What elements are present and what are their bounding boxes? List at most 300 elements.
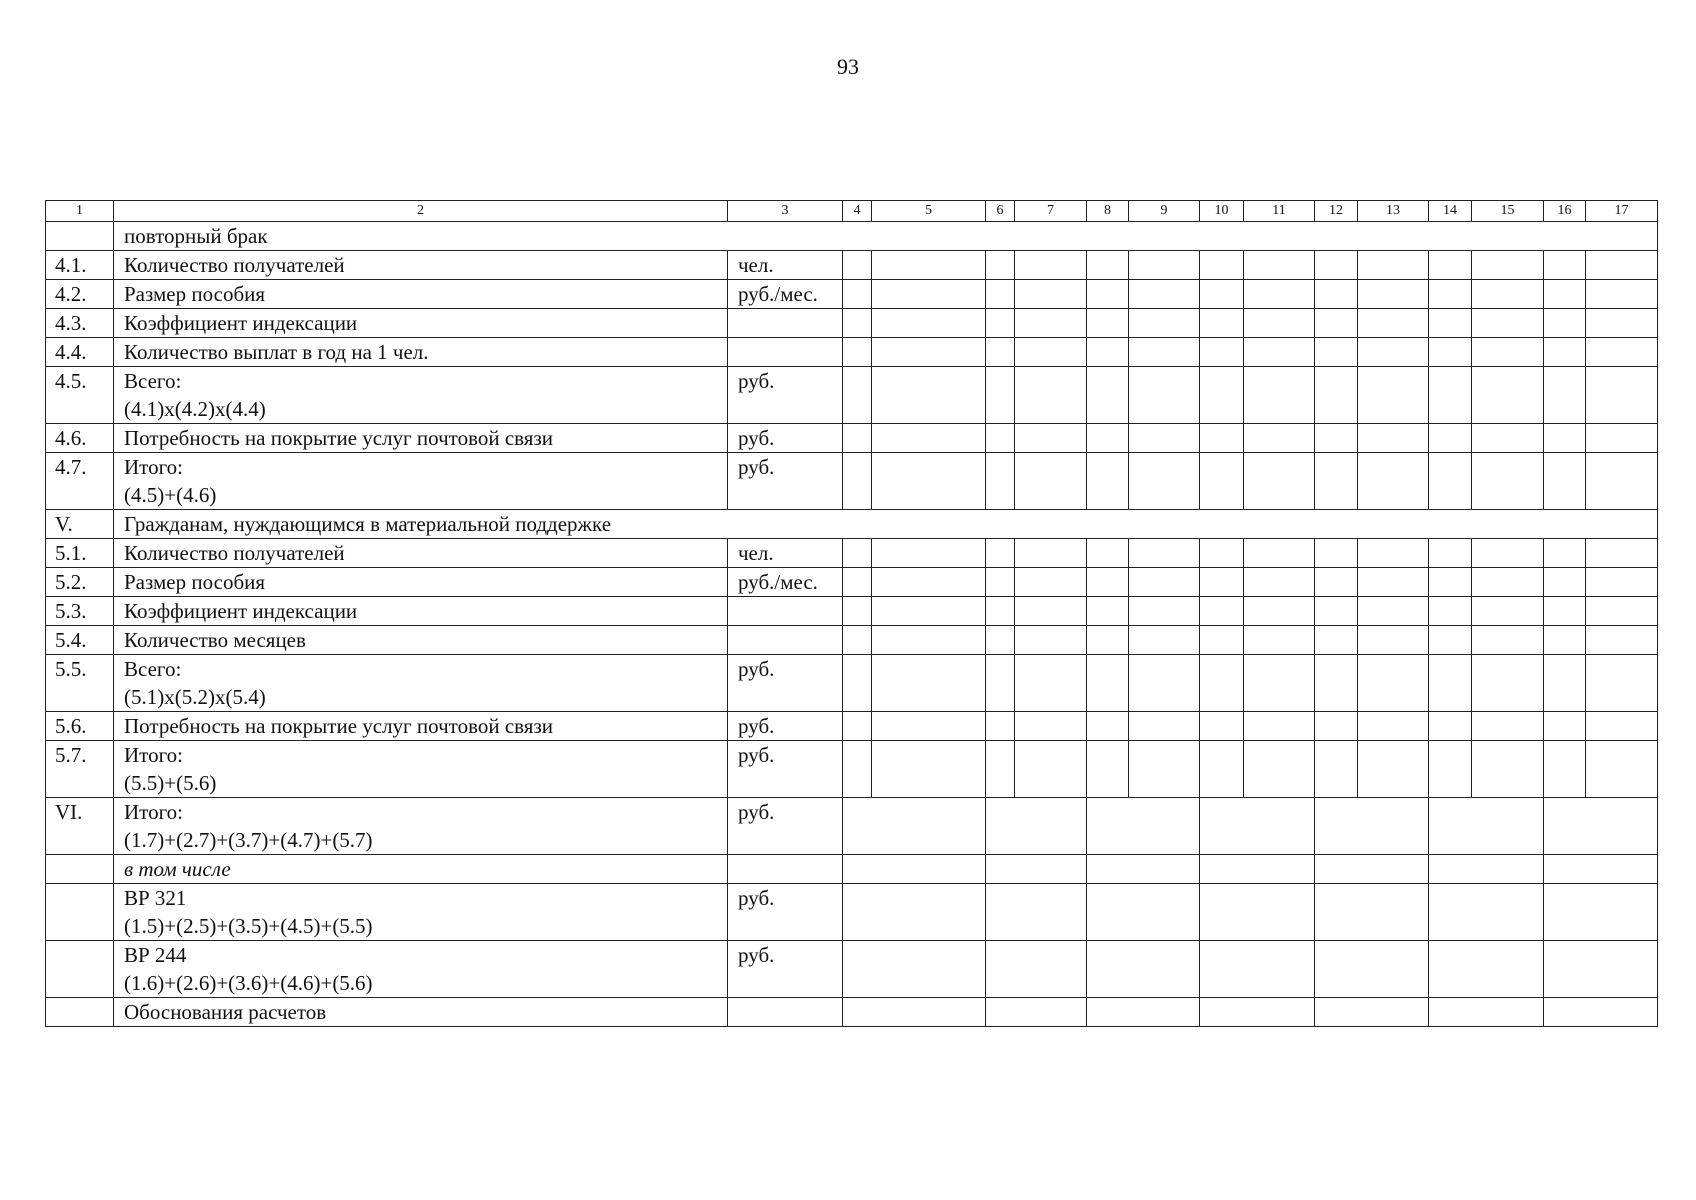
value-cell — [1429, 655, 1472, 712]
table-row — [46, 539, 1658, 568]
value-cell — [1544, 626, 1586, 655]
column-number-cell: 3 — [728, 201, 843, 222]
value-cell — [1315, 280, 1358, 309]
value-cell — [1586, 338, 1658, 367]
value-cell — [843, 626, 872, 655]
value-cell — [1087, 712, 1129, 741]
value-cell — [1429, 338, 1472, 367]
value-cell — [1315, 338, 1358, 367]
row-label-line: Потребность на покрытие услуг почтовой связи — [124, 714, 553, 738]
value-cell — [1315, 309, 1358, 338]
row-label-line: в том числе — [124, 857, 231, 881]
value-cell — [1586, 280, 1658, 309]
value-cell — [1129, 741, 1200, 798]
unit-cell: чел. — [728, 251, 843, 280]
row-label-line: Итого: — [124, 800, 183, 824]
column-number-cell: 8 — [1087, 201, 1129, 222]
column-number-cell: 1 — [46, 201, 114, 222]
unit-cell: руб. — [728, 453, 843, 510]
value-cell — [1544, 338, 1586, 367]
row-label-cell — [114, 798, 728, 855]
value-cell — [1015, 453, 1087, 510]
row-label-line: (4.1)x(4.2)x(4.4) — [124, 397, 266, 421]
value-cell — [1429, 453, 1472, 510]
row-number-cell — [46, 222, 114, 251]
unit-cell: руб. — [728, 712, 843, 741]
value-cell — [1429, 539, 1472, 568]
row-number-cell: 4.6. — [46, 424, 114, 453]
value-cell — [1472, 367, 1544, 424]
value-cell — [1015, 568, 1087, 597]
merged-value-cell — [843, 941, 986, 998]
value-cell — [1429, 367, 1472, 424]
row-label-cell — [114, 367, 728, 424]
row-label-cell — [114, 626, 728, 655]
column-number-cell: 9 — [1129, 201, 1200, 222]
value-cell — [1315, 453, 1358, 510]
value-cell — [1129, 424, 1200, 453]
value-cell — [1586, 367, 1658, 424]
unit-cell: руб. — [728, 941, 843, 998]
value-cell — [1129, 338, 1200, 367]
value-cell — [1544, 251, 1586, 280]
unit-cell — [728, 626, 843, 655]
column-number-cell: 17 — [1586, 201, 1658, 222]
row-label-cell — [114, 998, 728, 1027]
value-cell — [843, 367, 872, 424]
unit-cell — [728, 597, 843, 626]
value-cell — [1358, 251, 1429, 280]
merged-value-cell — [1544, 798, 1658, 855]
value-cell — [1200, 338, 1244, 367]
value-cell — [1087, 367, 1129, 424]
merged-value-cell — [986, 998, 1087, 1027]
value-cell — [872, 539, 986, 568]
merged-value-cell — [1429, 941, 1544, 998]
row-label-line: (1.7)+(2.7)+(3.7)+(4.7)+(5.7) — [124, 828, 373, 852]
value-cell — [872, 453, 986, 510]
row-number-cell: 4.3. — [46, 309, 114, 338]
row-label-cell — [114, 251, 728, 280]
value-cell — [1129, 280, 1200, 309]
value-cell — [872, 367, 986, 424]
value-cell — [1315, 712, 1358, 741]
value-cell — [1200, 741, 1244, 798]
row-label-line: Обоснования расчетов — [124, 1000, 327, 1024]
table-row — [46, 222, 1658, 251]
value-cell — [1472, 626, 1544, 655]
column-number-cell: 2 — [114, 201, 728, 222]
table-row — [46, 251, 1658, 280]
merged-value-cell — [843, 998, 986, 1027]
table-row — [46, 855, 1658, 884]
value-cell — [1429, 280, 1472, 309]
merged-value-cell — [986, 941, 1087, 998]
column-number-cell: 12 — [1315, 201, 1358, 222]
unit-cell — [728, 855, 843, 884]
row-number-cell — [46, 855, 114, 884]
value-cell — [1472, 539, 1544, 568]
value-cell — [1200, 712, 1244, 741]
value-cell — [986, 655, 1015, 712]
value-cell — [1129, 251, 1200, 280]
merged-value-cell — [1315, 855, 1429, 884]
merged-value-cell — [1315, 998, 1429, 1027]
value-cell — [1358, 338, 1429, 367]
column-number-cell: 7 — [1015, 201, 1087, 222]
merged-value-cell — [1200, 941, 1315, 998]
value-cell — [1244, 251, 1315, 280]
row-label-line: Потребность на покрытие услуг почтовой связи — [124, 426, 553, 450]
column-number-cell: 6 — [986, 201, 1015, 222]
row-label-line: Количество выплат в год на 1 чел. — [124, 340, 429, 364]
merged-value-cell — [1087, 798, 1200, 855]
row-number-cell — [46, 941, 114, 998]
value-cell — [1544, 280, 1586, 309]
table-row — [46, 884, 1658, 941]
row-label-cell — [114, 597, 728, 626]
table-row — [46, 510, 1658, 539]
value-cell — [986, 309, 1015, 338]
value-cell — [1472, 424, 1544, 453]
value-cell — [872, 309, 986, 338]
value-cell — [1244, 338, 1315, 367]
value-cell — [1472, 568, 1544, 597]
row-number-cell: 4.4. — [46, 338, 114, 367]
column-number-cell: 15 — [1472, 201, 1544, 222]
merged-value-cell — [1315, 884, 1429, 941]
value-cell — [872, 251, 986, 280]
value-cell — [1544, 367, 1586, 424]
value-cell — [1315, 367, 1358, 424]
value-cell — [843, 309, 872, 338]
value-cell — [1015, 626, 1087, 655]
value-cell — [1129, 539, 1200, 568]
table-row — [46, 280, 1658, 309]
value-cell — [1200, 367, 1244, 424]
merged-value-cell — [843, 884, 986, 941]
table-row — [46, 367, 1658, 424]
value-cell — [986, 453, 1015, 510]
value-cell — [1358, 741, 1429, 798]
value-cell — [986, 626, 1015, 655]
value-cell — [1544, 712, 1586, 741]
value-cell — [986, 568, 1015, 597]
value-cell — [1429, 597, 1472, 626]
value-cell — [1129, 367, 1200, 424]
value-cell — [1586, 453, 1658, 510]
value-cell — [1315, 539, 1358, 568]
value-cell — [1200, 280, 1244, 309]
row-label-cell — [114, 655, 728, 712]
value-cell — [843, 251, 872, 280]
value-cell — [1358, 568, 1429, 597]
value-cell — [1129, 655, 1200, 712]
column-number-row — [46, 201, 1658, 222]
value-cell — [872, 626, 986, 655]
value-cell — [872, 280, 986, 309]
row-label-cell — [114, 309, 728, 338]
value-cell — [1015, 367, 1087, 424]
value-cell — [1244, 712, 1315, 741]
value-cell — [1358, 367, 1429, 424]
value-cell — [1200, 309, 1244, 338]
row-number-cell: VI. — [46, 798, 114, 855]
value-cell — [843, 453, 872, 510]
unit-cell — [728, 309, 843, 338]
row-label-line: (1.6)+(2.6)+(3.6)+(4.6)+(5.6) — [124, 971, 373, 995]
value-cell — [986, 367, 1015, 424]
value-cell — [1087, 568, 1129, 597]
value-cell — [1472, 251, 1544, 280]
table-row — [46, 626, 1658, 655]
merged-value-cell — [1429, 884, 1544, 941]
value-cell — [1200, 597, 1244, 626]
value-cell — [1315, 568, 1358, 597]
table-row — [46, 568, 1658, 597]
value-cell — [1244, 597, 1315, 626]
value-cell — [1244, 741, 1315, 798]
value-cell — [986, 251, 1015, 280]
row-label-cell — [114, 855, 728, 884]
value-cell — [872, 597, 986, 626]
row-label-line: (5.1)x(5.2)x(5.4) — [124, 685, 266, 709]
row-label-line: Всего: — [124, 657, 182, 681]
row-number-cell: 5.2. — [46, 568, 114, 597]
value-cell — [1015, 280, 1087, 309]
merged-value-cell — [1087, 855, 1200, 884]
merged-value-cell — [1315, 941, 1429, 998]
value-cell — [1544, 655, 1586, 712]
value-cell — [1244, 424, 1315, 453]
value-cell — [1015, 741, 1087, 798]
value-cell — [1015, 597, 1087, 626]
value-cell — [1244, 280, 1315, 309]
value-cell — [1087, 251, 1129, 280]
value-cell — [1087, 309, 1129, 338]
value-cell — [1544, 424, 1586, 453]
value-cell — [1244, 453, 1315, 510]
unit-cell — [728, 338, 843, 367]
value-cell — [1315, 424, 1358, 453]
value-cell — [1429, 626, 1472, 655]
merged-value-cell — [1429, 798, 1544, 855]
unit-cell: руб./мес. — [728, 280, 843, 309]
value-cell — [1315, 597, 1358, 626]
value-cell — [1358, 424, 1429, 453]
value-cell — [1358, 655, 1429, 712]
value-cell — [1429, 741, 1472, 798]
row-label-cell — [114, 884, 728, 941]
value-cell — [1358, 453, 1429, 510]
row-number-cell: 5.6. — [46, 712, 114, 741]
unit-cell — [728, 998, 843, 1027]
value-cell — [1358, 597, 1429, 626]
value-cell — [1586, 568, 1658, 597]
row-label-line: Размер пособия — [124, 570, 266, 594]
column-number-cell: 10 — [1200, 201, 1244, 222]
value-cell — [1087, 539, 1129, 568]
row-label-cell — [114, 568, 728, 597]
column-number-cell: 11 — [1244, 201, 1315, 222]
row-label-line: Коэффициент индексации — [124, 311, 358, 335]
row-label-cell — [114, 539, 728, 568]
unit-cell: руб./мес. — [728, 568, 843, 597]
value-cell — [1087, 453, 1129, 510]
value-cell — [872, 424, 986, 453]
merged-value-cell — [1315, 798, 1429, 855]
value-cell — [872, 712, 986, 741]
merged-value-cell — [1429, 855, 1544, 884]
row-label-line: Размер пособия — [124, 282, 266, 306]
value-cell — [1200, 655, 1244, 712]
value-cell — [1200, 424, 1244, 453]
value-cell — [1015, 539, 1087, 568]
row-label-line: ВР 321 — [124, 886, 187, 910]
row-number-cell — [46, 884, 114, 941]
row-number-cell: 5.4. — [46, 626, 114, 655]
merged-value-cell — [986, 798, 1087, 855]
value-cell — [843, 338, 872, 367]
column-number-cell: 13 — [1358, 201, 1429, 222]
value-cell — [1544, 597, 1586, 626]
value-cell — [1472, 280, 1544, 309]
value-cell — [986, 338, 1015, 367]
unit-cell: чел. — [728, 539, 843, 568]
unit-cell: руб. — [728, 367, 843, 424]
value-cell — [1087, 626, 1129, 655]
table-row — [46, 941, 1658, 998]
value-cell — [1472, 309, 1544, 338]
column-number-cell: 16 — [1544, 201, 1586, 222]
value-cell — [1544, 453, 1586, 510]
row-label-cell — [114, 453, 728, 510]
row-label-line: ВР 244 — [124, 943, 187, 967]
merged-value-cell — [1544, 884, 1658, 941]
unit-cell: руб. — [728, 884, 843, 941]
value-cell — [986, 280, 1015, 309]
unit-cell: руб. — [728, 424, 843, 453]
value-cell — [1429, 251, 1472, 280]
budget-calculation-table — [45, 200, 1658, 1027]
unit-cell: руб. — [728, 798, 843, 855]
row-label-cell — [114, 941, 728, 998]
row-number-cell: 4.2. — [46, 280, 114, 309]
value-cell — [1129, 309, 1200, 338]
row-label-line: (1.5)+(2.5)+(3.5)+(4.5)+(5.5) — [124, 914, 373, 938]
value-cell — [1429, 568, 1472, 597]
value-cell — [1586, 597, 1658, 626]
value-cell — [1015, 338, 1087, 367]
merged-value-cell — [843, 855, 986, 884]
value-cell — [1315, 251, 1358, 280]
row-label-line: Итого: — [124, 455, 183, 479]
value-cell — [843, 568, 872, 597]
value-cell — [1586, 251, 1658, 280]
value-cell — [986, 712, 1015, 741]
value-cell — [986, 597, 1015, 626]
value-cell — [1544, 539, 1586, 568]
value-cell — [1087, 424, 1129, 453]
value-cell — [986, 741, 1015, 798]
value-cell — [1586, 626, 1658, 655]
value-cell — [1315, 741, 1358, 798]
value-cell — [1358, 712, 1429, 741]
row-label-cell — [114, 424, 728, 453]
row-number-cell: 4.7. — [46, 453, 114, 510]
value-cell — [986, 424, 1015, 453]
row-number-cell: 5.3. — [46, 597, 114, 626]
value-cell — [1015, 309, 1087, 338]
value-cell — [1472, 655, 1544, 712]
value-cell — [1129, 597, 1200, 626]
value-cell — [1586, 309, 1658, 338]
value-cell — [872, 655, 986, 712]
value-cell — [1358, 626, 1429, 655]
value-cell — [1358, 309, 1429, 338]
value-cell — [1015, 712, 1087, 741]
value-cell — [1200, 539, 1244, 568]
table-row — [46, 309, 1658, 338]
unit-cell: руб. — [728, 655, 843, 712]
row-label-line: Коэффициент индексации — [124, 599, 358, 623]
merged-value-cell — [1087, 998, 1200, 1027]
value-cell — [872, 338, 986, 367]
value-cell — [1015, 424, 1087, 453]
value-cell — [1129, 453, 1200, 510]
merged-value-cell — [1087, 941, 1200, 998]
value-cell — [1472, 453, 1544, 510]
merged-value-cell — [1544, 941, 1658, 998]
value-cell — [1244, 655, 1315, 712]
value-cell — [1087, 597, 1129, 626]
row-label-line: Итого: — [124, 743, 183, 767]
row-label-line: Всего: — [124, 369, 182, 393]
value-cell — [1586, 655, 1658, 712]
row-label-cell: Гражданам, нуждающимся в материальной поддержке — [114, 510, 1658, 539]
value-cell — [1200, 251, 1244, 280]
value-cell — [843, 539, 872, 568]
value-cell — [872, 568, 986, 597]
value-cell — [1472, 338, 1544, 367]
merged-value-cell — [843, 798, 986, 855]
value-cell — [1315, 655, 1358, 712]
value-cell — [1429, 712, 1472, 741]
value-cell — [1586, 741, 1658, 798]
value-cell — [1586, 712, 1658, 741]
table-row — [46, 798, 1658, 855]
row-label-cell — [114, 741, 728, 798]
row-label-line: (5.5)+(5.6) — [124, 771, 217, 795]
unit-cell: руб. — [728, 741, 843, 798]
value-cell — [1200, 626, 1244, 655]
merged-value-cell — [986, 884, 1087, 941]
row-label-cell — [114, 712, 728, 741]
table-row — [46, 998, 1658, 1027]
column-number-cell: 4 — [843, 201, 872, 222]
row-label-line: Количество получателей — [124, 253, 345, 277]
value-cell — [1200, 453, 1244, 510]
table-row — [46, 597, 1658, 626]
row-number-cell: V. — [46, 510, 114, 539]
row-label-line: Количество месяцев — [124, 628, 306, 652]
row-label-cell — [114, 338, 728, 367]
value-cell — [1358, 539, 1429, 568]
value-cell — [1315, 626, 1358, 655]
value-cell — [843, 655, 872, 712]
merged-value-cell — [1200, 998, 1315, 1027]
table-row — [46, 424, 1658, 453]
